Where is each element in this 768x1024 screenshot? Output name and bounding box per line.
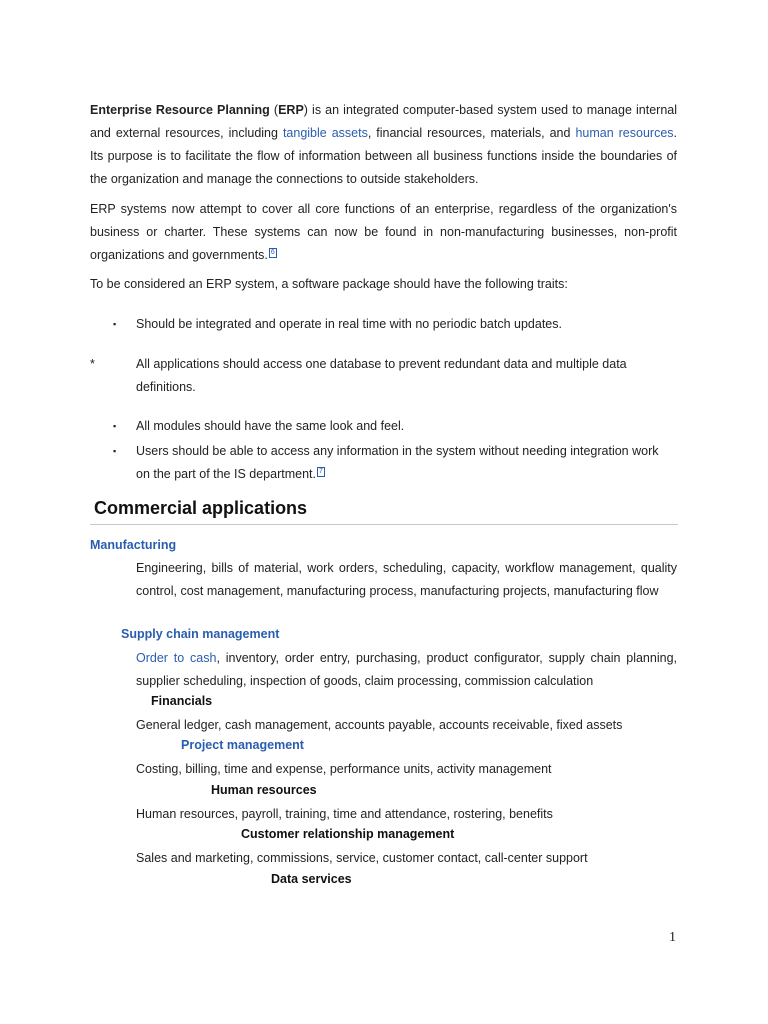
manufacturing-description: Engineering, bills of material, work orders, scheduling, capacity, workflow management, quality control, cost management, manufacturing process, manufacturing projects, manufacturing flow [136,561,677,598]
intro-paragraph-3: To be considered an ERP system, a software package should have the following traits: [90,277,568,291]
trait-text: All applications should access one database to prevent redundant data and multiple data definitions. [136,357,627,394]
intro-text-3: . Its purpose is to facilitate the flow of information between all business functions inside the boundaries of the organization and manage the connections to outside stakeholders. [90,126,678,186]
manufacturing-heading: Manufacturing [90,538,177,552]
intro-text-1: ) is an integrated computer-based system used to manage internal and external resources, including [90,103,678,140]
data-services-heading: Data services [271,872,352,886]
project-management-heading: Project management [181,738,304,752]
intro-text-2: , financial resources, materials, and [367,126,576,140]
financials-heading: Financials [151,694,213,708]
human-resources-heading: Human resources [211,783,317,797]
supply-chain-text: , inventory, order entry, purchasing, product configurator, supply chain planning, supplier scheduling, inspection of goods, claim processing, commission calculation [136,651,677,688]
trait-list-item [90,415,677,438]
intro-paragraph-1 [90,99,677,191]
bullet-icon: ▪ [113,421,117,431]
financials-description: General ledger, cash management, accounts payable, accounts receivable, fixed assets [136,718,623,732]
commercial-applications-heading: Commercial applications [94,498,308,518]
reference-6-link[interactable]: 6 [270,248,275,256]
order-to-cash-link[interactable]: Order to cash [136,651,217,665]
asterisk-icon: * [90,357,95,371]
human-resources-link[interactable]: human resources [575,126,674,140]
erp-term: Enterprise Resource Planning [90,103,270,117]
trait-text [136,440,666,486]
reference-7-link[interactable]: 7 [318,467,323,475]
supply-chain-description [136,647,677,693]
intro-paragraph-2 [90,198,677,267]
paren-open: ( [269,103,279,117]
project-management-description: Costing, billing, time and expense, performance units, activity management [136,762,552,776]
crm-description: Sales and marketing, commissions, service, customer contact, call-center support [136,851,588,865]
erp-abbreviation: ERP [278,103,304,117]
heading-divider [90,524,678,525]
page-number: 1 [669,930,676,945]
trait-list-item [90,313,677,336]
bullet-icon: ▪ [113,446,117,456]
trait-text: Should be integrated and operate in real time with no periodic batch updates. [136,317,562,331]
crm-heading: Customer relationship management [241,827,455,841]
trait-list-item [90,353,677,399]
tangible-assets-link[interactable]: tangible assets [282,126,368,140]
bullet-icon: ▪ [113,319,117,329]
intro-p2-text: ERP systems now attempt to cover all core functions of an enterprise, regardless of the organization's business or charter. These systems can now be found in non-manufacturing businesses, non-profit organizations and governments. [90,202,677,262]
trait-list-item [90,440,677,486]
trait-text: All modules should have the same look and feel. [136,419,405,433]
human-resources-description: Human resources, payroll, training, time and attendance, rostering, benefits [136,807,553,821]
trait-text-content: Users should be able to access any information in the system without needing integration work on the part of the IS department. [136,444,659,481]
supply-chain-heading: Supply chain management [121,627,280,641]
